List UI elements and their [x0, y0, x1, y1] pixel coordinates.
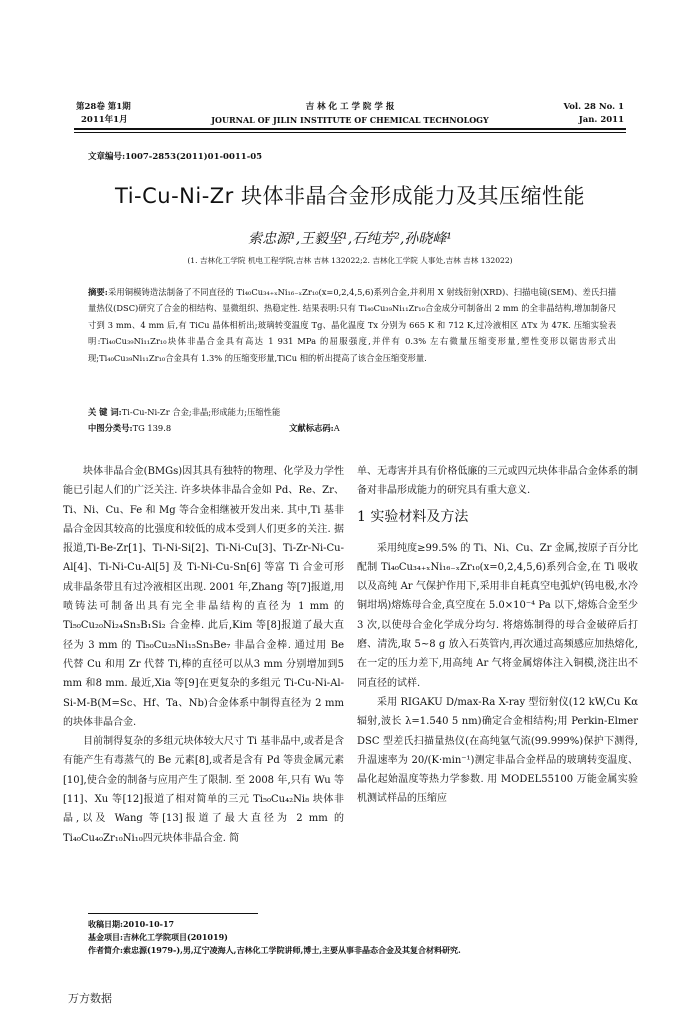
article-id: 文章编号:1007-2853(2011)01-0011-05 — [88, 152, 263, 162]
body-left-column — [63, 462, 344, 848]
watermark: 万方数据 — [68, 992, 112, 1005]
footnote-rule — [88, 913, 258, 914]
footnote-fund: 基金项目:吉林化工学院项目(201019) — [88, 932, 228, 942]
header-rule-thin — [74, 132, 626, 133]
affiliation: (1. 吉林化工学院 机电工程学院,吉林 吉林 132022;2. 吉林化工学院 人事处,吉林 吉林 132022) — [187, 256, 513, 265]
doc-code-label: 文献标志码: — [289, 423, 334, 434]
clc-label: 中图分类号: — [88, 423, 133, 434]
clc-value: TG 139.8 — [132, 423, 172, 434]
abstract-text: 采用铜模铸造法制备了不同直径的 Ti₄₀Cu₃₄₊ₓNi₁₆₋ₓZr₁₀(x=0,2,4,5,6)系列合金,并利用 X 射线衍射(XRD)、扫描电镜(SEM)、差氏扫描量热仪(DSC)研究了合金的相结构、显微组织、热稳定性. 结果表明:只有 Ti₄₀Cu₃₉Ni₁₁Zr₁₀合金成分可制备出 2 mm 的全非晶结构,增加制备尺寸到 3 mm、4 mm 后,有 TiCu 晶体相析出;玻璃转变温度 Tg、晶化温度 Tx 分别为 665 K 和 712 K,过冷液相区 ΔTx 为 47K. 压缩实验表明:Ti₄₀Cu₃₉Ni₁₁Zr₁₀块体非晶合金具有高达 1 931 MPa 的屈服强度,并伴有 0.3% 左右微量压缩变形量,塑性变形以锯齿形式出现;Ti₄₀Cu₃₉Ni₁₁Zr₁₀合金具有 1.3% 的压缩变形量,TiCu 相的析出提高了该合金压缩变形量. — [88, 287, 616, 363]
section-heading — [357, 501, 638, 539]
paper-title: Ti-Cu-Ni-Zr 块体非晶合金形成能力及其压缩性能 — [115, 184, 585, 208]
header-volume-en: Vol. 28 No. 1 — [563, 102, 624, 112]
abstract-label: 摘要: — [88, 287, 108, 297]
footnote-received: 收稿日期:2010-10-17 — [88, 919, 175, 929]
header-journal-en: JOURNAL OF JILIN INSTITUTE OF CHEMICAL TECHNOLOGY — [211, 115, 489, 125]
body-paragraph: 单、无毒害并具有价格低廉的三元或四元块体非晶合金体系的制备对非晶形成能力的研究具有重大意义. — [357, 466, 638, 497]
keywords-label: 关 键 词: — [88, 407, 122, 417]
body-paragraph: 块体非晶合金(BMGs)因其具有独特的物理、化学及力学性能已引起人们的广泛关注. 许多块体非晶合金如 Pd、Re、Zr、Ti、Ni、Cu、Fe 和 Mg 等合金相继被开发出来. 其中,Ti 基非晶合金因其较高的比强度和较低的成本受到人们更多的关注. 据报道,Ti-Be-Zr[1]、Ti-Ni-Si[2]、Ti-Ni-Cu[3]、Ti-Zr-Ni-Cu-Al[4]、Ti-Ni-Cu-Al[5] 及 Ti-Ni-Cu-Sn[6] 等富 Ti 合金可形成非晶条带且有过冷液相区出现. 2001 年,Zhang 等[7]报道,用喷铸法可制备出具有完全非晶结构的直径为 1 mm 的 Ti₅₀Cu₂₀Ni₂₄Sn₃B₁Si₂ 合金棒. 此后,Kim 等[8]报道了最大直径为 3 mm 的 Ti₅₀Cu₂₅Ni₁₅Sn₃Be₇ 非晶合金棒. 通过用 Be 代替 Cu 和用 Zr 代替 Ti,棒的直径可以从3 mm 分别增加到5 mm 和8 mm. 最近,Xia 等[9]在更复杂的多组元 Ti-Cu-Ni-Al-Si-M-B(M=Sc、Hf、Ta、Nb)合金体系中制得直径为 2 mm 的块体非晶合金. — [63, 466, 344, 728]
keywords — [88, 404, 616, 437]
footnote-author: 作者简介:索忠源(1979-),男,辽宁凌海人,吉林化工学院讲师,博士,主要从事非晶态合金及其复合材料研究. — [88, 945, 461, 955]
body-paragraph: 目前制得复杂的多组元块体较大尺寸 Ti 基非晶中,或者是含有能产生有毒蒸气的 Be 元素[8],或者是含有 Pd 等贵金属元素[10],使合金的制备与应用产生了限制. 至 2008 年,只有 Wu 等[11]、Xu 等[12]报道了相对简单的三元 Ti₅₀Cu₄₂Ni₈ 块体非晶,以及 Wang 等[13]报道了最大直径为 2 mm 的 Ti₄₀Cu₄₀Zr₁₀Ni₁₀四元块体非晶合金. 简 — [63, 736, 344, 844]
body-paragraph: 采用纯度≥99.5% 的 Ti、Ni、Cu、Zr 金属,按原子百分比配制 Ti₄₀Cu₃₄₊ₓNi₁₆₋ₓZr₁₀(x=0,2,4,5,6)系列合金,在 Ti 吸收以及高纯 Ar 气保护作用下,采用非自耗真空电弧炉(钨电极,水冷铜坩埚)熔炼母合金,真空度在 5.0×10⁻⁴ Pa 以下,熔炼合金至少 3 次,以使母合金化学成分均匀. 将熔炼制得的母合金破碎后打磨、清洗,取 5~8 g 放入石英管内,再次通过高频感应加热熔化,在一定的压力差下,用高纯 Ar 气将金属熔体注入铜模,浇注出不同直径的试样. — [357, 542, 638, 689]
header-date-en: Jan. 2011 — [578, 115, 624, 125]
header-journal-cn: 吉 林 化 工 学 院 学 报 — [305, 102, 395, 112]
body-paragraph: 采用 RIGAKU D/max-Ra X-ray 型衍射仪(12 kW,Cu Kα 辐射,波长 λ=1.540 5 nm)确定合金相结构;用 Perkin-Elmer DSC 型差氏扫描量热仪(在高纯氩气流(99.999%)保护下测得,升温速率为 20/(K·min⁻¹)测定非晶合金样品的玻璃转变温度、晶化起始温度等热力学参数. 用 MODEL55100 万能金属实验机测试样品的压缩应 — [357, 696, 638, 805]
body-right-column — [357, 462, 638, 809]
author-list: 索忠源¹,王毅坚¹,石纯芳²,孙晓峰¹ — [248, 231, 452, 247]
header-date: 2011年1月 — [81, 115, 128, 125]
doc-code-value: A — [333, 423, 340, 434]
abstract — [88, 284, 616, 366]
section-title: 1 实验材料及方法 — [357, 508, 469, 525]
keywords-text: Ti-Cu-Ni-Zr 合金;非晶;形成能力;压缩性能 — [121, 407, 281, 417]
header-volume: 第28卷 第1期 — [76, 102, 131, 112]
header-rule-thick — [74, 128, 626, 130]
